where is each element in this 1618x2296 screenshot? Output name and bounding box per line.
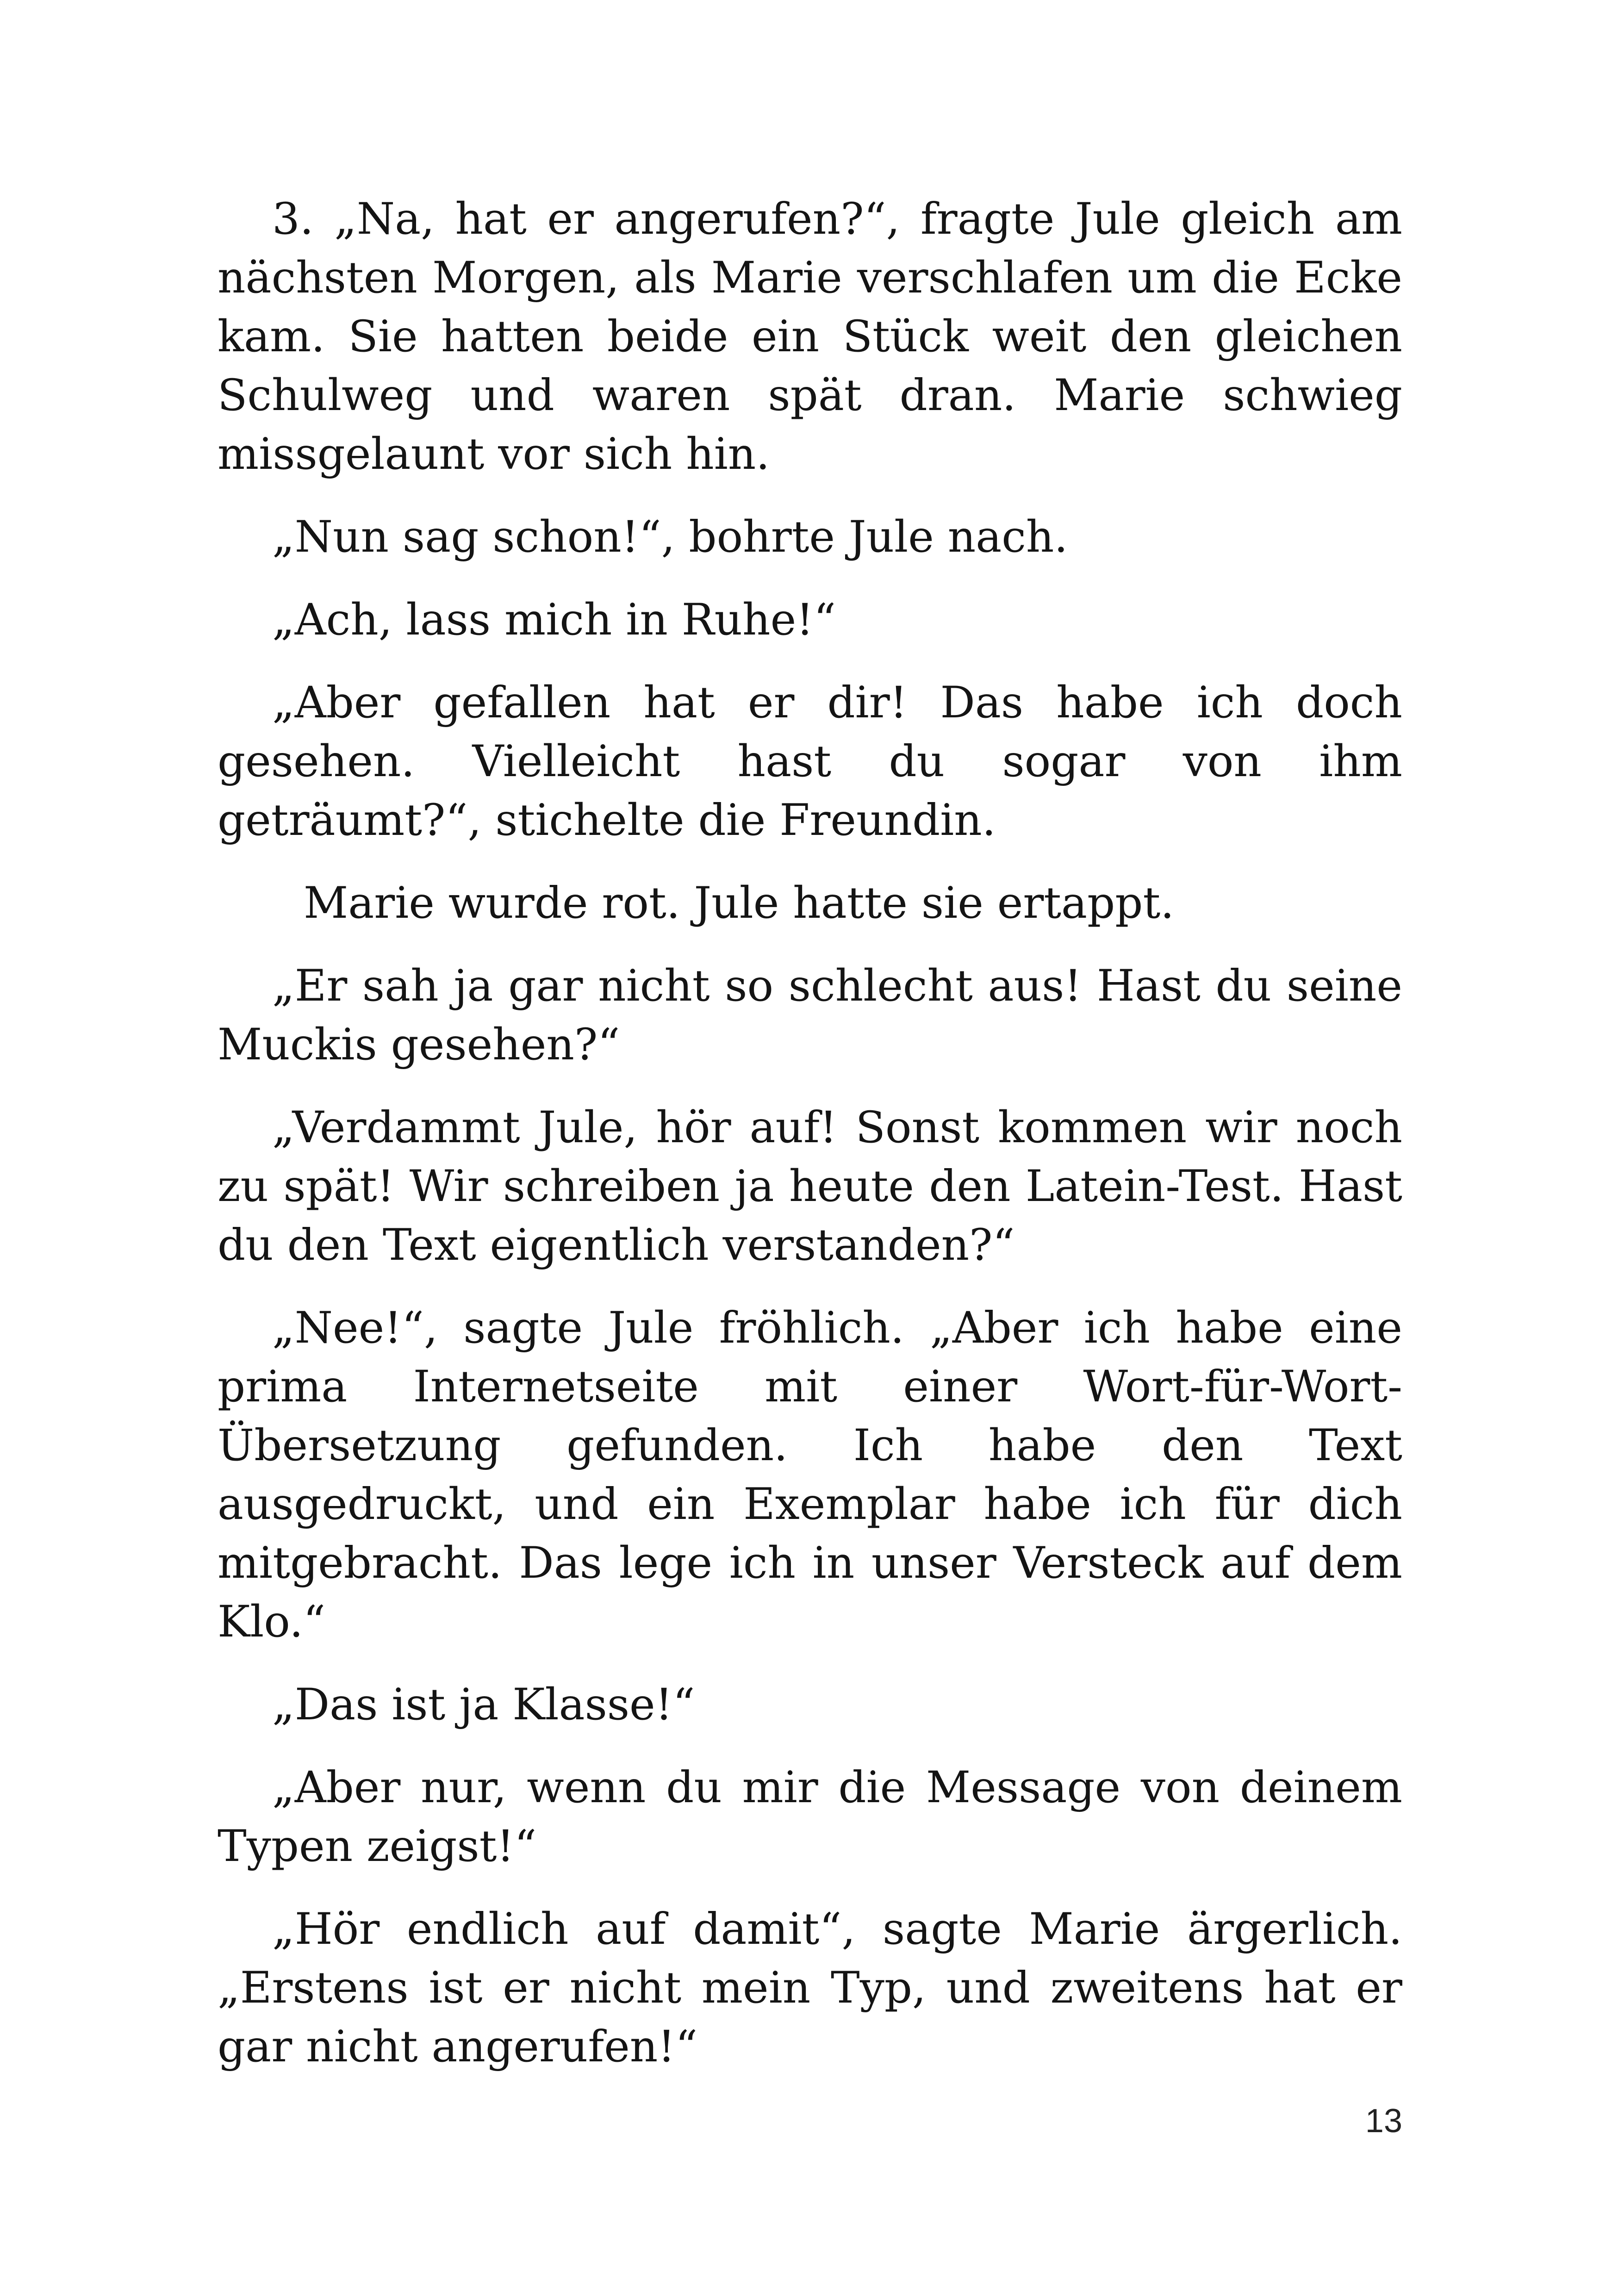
paragraph-9: „Das ist ja Klasse!“ (272, 1680, 695, 1730)
page-number: 13 (1365, 2103, 1402, 2140)
body-text (218, 190, 1402, 2100)
paragraph-7: „Verdammt Jule, hör auf! Sonst kommen wir noch zu spät! Wir schreiben ja heute den Latein-Test. Hast du den Text eigentlich verstanden?“ (218, 1102, 1402, 1270)
paragraph-11: „Hör endlich auf damit“, sagte Marie ärgerlich. „Erstens ist er nicht mein Typ, und zweitens hat er gar nicht angerufen!“ (218, 1904, 1402, 2072)
paragraph-6: „Er sah ja gar nicht so schlecht aus! Hast du seine Muckis gesehen?“ (218, 961, 1402, 1070)
paragraph-5: Marie wurde rot. Jule hatte sie ertappt. (304, 878, 1175, 928)
paragraph-3: „Ach, lass mich in Ruhe!“ (272, 595, 836, 645)
paragraph-2: „Nun sag schon!“, bohrte Jule nach. (272, 512, 1068, 562)
paragraph-4: „Aber gefallen hat er dir! Das habe ich doch gesehen. Vielleicht hast du sogar von ihm geträumt?“, stichelte die Freundin. (218, 678, 1402, 846)
paragraph-8: „Nee!“, sagte Jule fröhlich. „Aber ich habe eine prima Internetseite mit einer Wort-für-Wort-Übersetzung gefunden. Ich habe den Text ausgedruckt, und ein Exemplar habe ich für dich mitgebracht. Das lege ich in unser Versteck auf dem Klo.“ (218, 1303, 1402, 1647)
paragraph-1: 3. „Na, hat er angerufen?“, fragte Jule gleich am nächsten Morgen, als Marie verschlafen um die Ecke kam. Sie hatten beide ein Stück weit den gleichen Schulweg und waren spät dran. Marie schwieg missgelaunt vor sich hin. (218, 194, 1402, 479)
paragraph-10: „Aber nur, wenn du mir die Message von deinem Typen zeigst!“ (218, 1762, 1402, 1872)
